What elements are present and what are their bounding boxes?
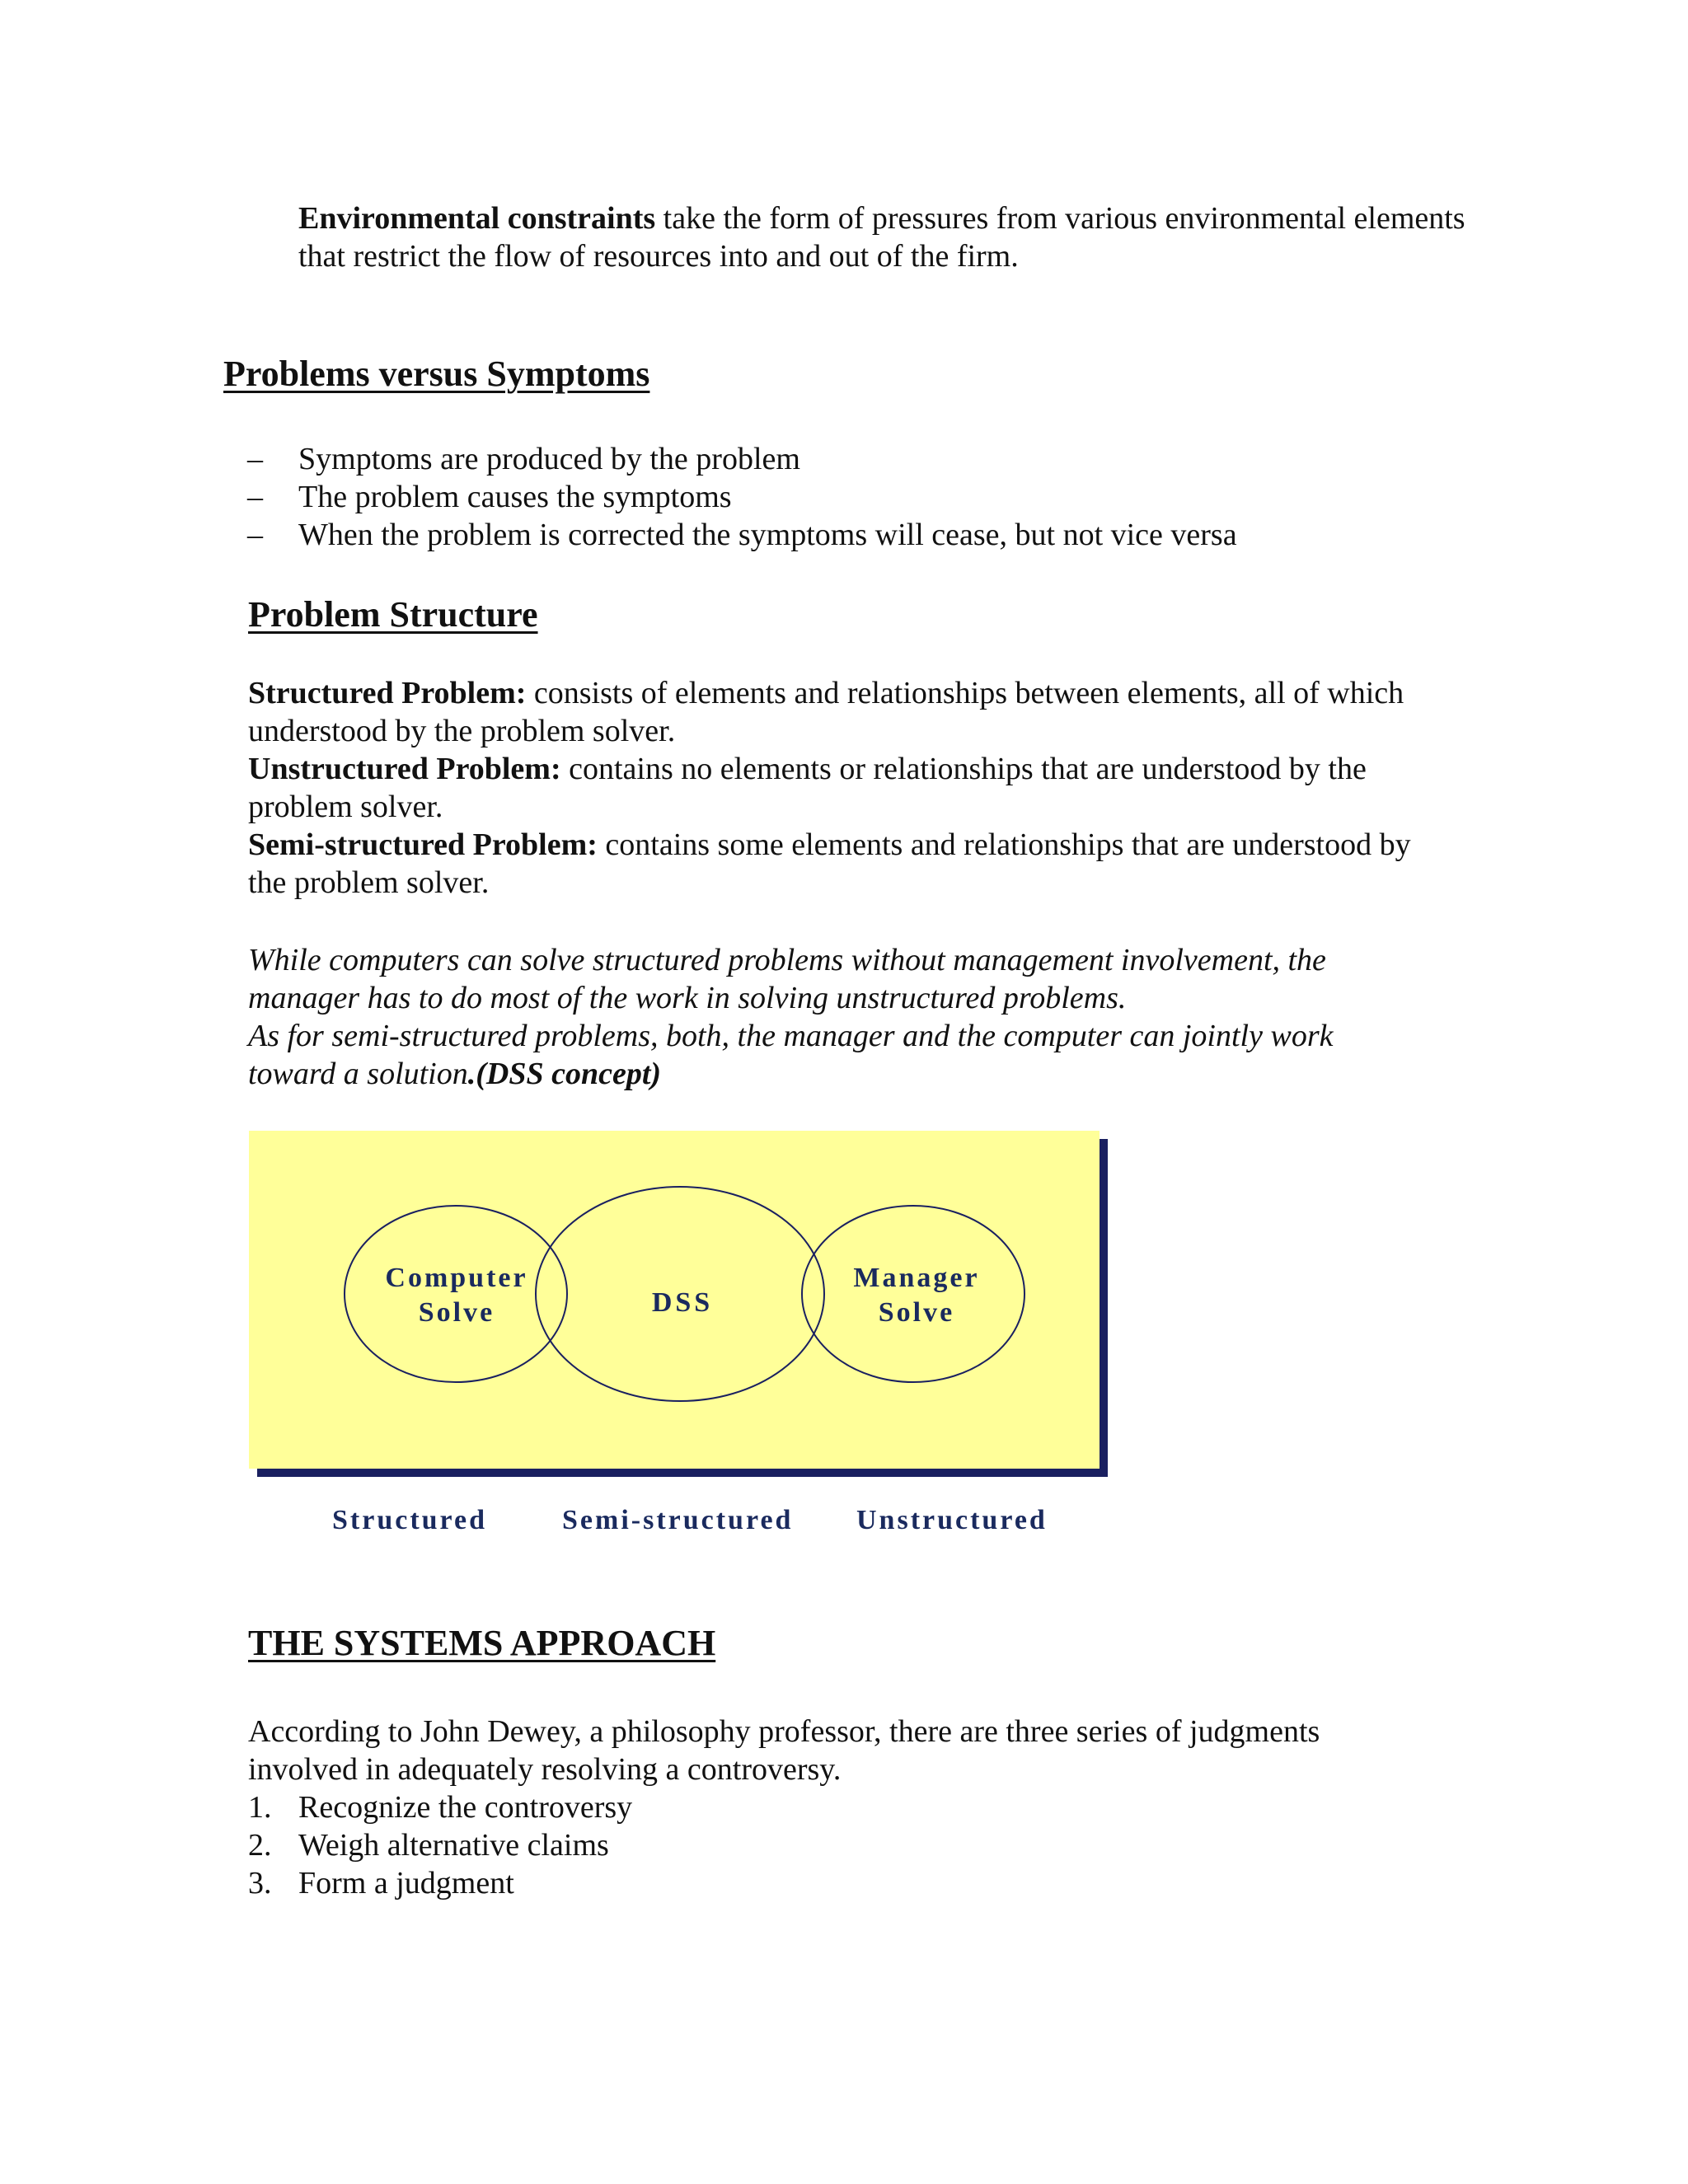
list-item (247, 478, 1237, 516)
list-item-text: Symptoms are produced by the problem (298, 442, 800, 476)
dash-marker: – (247, 480, 263, 514)
list-item (248, 1864, 632, 1902)
systems-approach-heading: THE SYSTEMS APPROACH (248, 1623, 716, 1663)
unstructured-problem-term: Unstructured Problem: (248, 752, 561, 786)
structured-problem-term: Structured Problem: (248, 676, 527, 710)
semi-structured-problem-term: Semi-structured Problem: (248, 827, 598, 862)
unstructured-caption: Unstructured (856, 1505, 1048, 1535)
computer-solve-label-line1: Computer (385, 1263, 528, 1293)
step-number: 3. (248, 1866, 272, 1900)
step-text: Weigh alternative claims (298, 1828, 609, 1863)
dewey-steps-list (248, 1788, 632, 1902)
step-number: 1. (248, 1790, 272, 1825)
list-item-text: When the problem is corrected the symptoms will cease, but not vice versa (298, 518, 1237, 552)
unstructured-problem-definition (248, 750, 1427, 826)
dss-concept-label: .(DSS concept) (467, 1057, 662, 1091)
step-text: Form a judgment (298, 1866, 514, 1900)
environmental-constraints-term: Environmental constraints (298, 201, 656, 236)
step-text: Recognize the controversy (298, 1790, 633, 1825)
dss-label: DSS (651, 1287, 714, 1318)
dash-marker: – (247, 442, 263, 476)
dash-marker: – (247, 518, 263, 552)
environmental-constraints-paragraph (298, 199, 1502, 275)
problem-structure-definitions (248, 674, 1427, 902)
venn-diagram-svg (247, 1129, 1113, 1483)
computer-solve-label-line2: Solve (418, 1297, 495, 1328)
semi-structured-sentence-text: As for semi-structured problems, both, the manager and the computer can jointly work toward a solution (248, 1019, 1334, 1091)
computers-vs-managers-sentence: While computers can solve structured problems without management involvement, the manager has to do most of the work in solving unstructured problems. (248, 943, 1326, 1015)
list-item (248, 1788, 632, 1826)
environmental-constraints-definition: take the form of pressures from various environmental elements that restrict the flow of resources into and out of the firm. (298, 201, 1465, 274)
problems-versus-symptoms-heading: Problems versus Symptoms (223, 354, 650, 394)
step-number: 2. (248, 1828, 272, 1863)
structured-problem-definition (248, 674, 1427, 750)
dss-concept-paragraph (248, 941, 1427, 1093)
structured-problem-text: consists of elements and relationships between elements, all of which understood by the problem solver. (248, 676, 1404, 748)
symptoms-list (247, 440, 1237, 554)
semi-structured-caption: Semi-structured (562, 1505, 794, 1535)
dewey-intro-paragraph: According to John Dewey, a philosophy professor, there are three series of judgments involved in adequately resolving a controversy. (248, 1714, 1320, 1787)
list-item (247, 440, 1237, 478)
semi-structured-problem-text: contains some elements and relationships that are understood by the problem solver. (248, 827, 1411, 900)
structured-caption: Structured (332, 1505, 488, 1535)
manager-solve-label-line1: Manager (853, 1263, 980, 1293)
semi-structured-sentence (248, 1017, 1427, 1093)
list-item (247, 516, 1237, 554)
unstructured-problem-text: contains no elements or relationships that are understood by the problem solver. (248, 752, 1367, 824)
list-item-text: The problem causes the symptoms (298, 480, 732, 514)
manager-solve-label-line2: Solve (878, 1297, 955, 1328)
semi-structured-problem-definition (248, 826, 1427, 902)
dss-venn-diagram (247, 1129, 1113, 1483)
problem-structure-heading: Problem Structure (248, 594, 538, 635)
list-item (248, 1826, 632, 1864)
